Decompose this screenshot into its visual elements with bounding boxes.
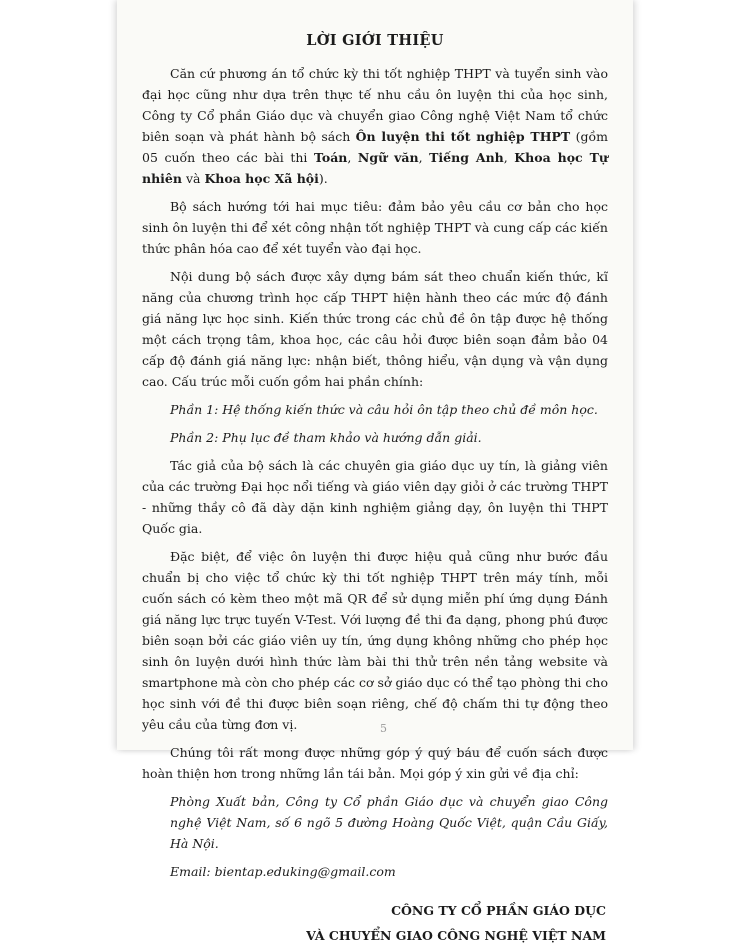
page-content bbox=[142, 30, 608, 948]
content-paragraph: Nội dung bộ sách được xây dựng bám sát theo chuẩn kiến thức, kĩ năng của chương trình học cấp THPT hiện hành theo các mức độ đánh giá năng lực học sinh. Kiến thức trong các chủ đề ôn tập được hệ thống một cách trọng tâm, khoa học, các câu hỏi được biên soạn đảm bảo 04 cấp độ đánh giá năng lực: nhận biết, thông hiểu, vận dụng và vận dụng cao. Cấu trúc mỗi cuốn gồm hai phần chính: bbox=[142, 269, 608, 389]
text-run: Căn cứ phương án tổ chức kỳ thi tốt nghiệp THPT và tuyển sinh vào đại học cũng như dựa trên thực tế nhu cầu ôn luyện thi của học sinh, Công ty Cổ phần Giáo dục và chuyển giao Công nghệ Việt Nam tổ chức biên soạn và phát hành bộ sách bbox=[142, 66, 608, 144]
right-background bbox=[633, 0, 750, 750]
page-title: LỜI GIỚI THIỆU bbox=[306, 32, 444, 49]
text-run: , bbox=[503, 150, 515, 165]
intro-paragraph bbox=[142, 63, 608, 189]
postal-address: Phòng Xuất bản, Công ty Cổ phần Giáo dục và chuyển giao Công nghệ Việt Nam, số 6 ngõ 5 đường Hoàng Quốc Việt, quận Cầu Giấy, Hà Nội. bbox=[170, 794, 608, 851]
subject-english: Tiếng Anh bbox=[429, 150, 504, 165]
signature-line-2: VÀ CHUYỂN GIAO CÔNG NGHỆ VIỆT NAM bbox=[306, 928, 606, 943]
feedback-paragraph: Chúng tôi rất mong được những góp ý quý báu để cuốn sách được hoàn thiện hơn trong những lần tái bản. Mọi góp ý xin gửi về địa chỉ: bbox=[142, 745, 608, 781]
subject-natural-science: Khoa học Tự nhiên bbox=[142, 150, 608, 186]
authors-paragraph: Tác giả của bộ sách là các chuyên gia giáo dục uy tín, là giảng viên của các trường Đại học nổi tiếng và giáo viên dạy giỏi ở các trường THPT - những thầy cô đã dày dặn kinh nghiệm giảng dạy, ôn luyện thi THPT Quốc gia. bbox=[142, 458, 608, 536]
subject-math: Toán bbox=[313, 150, 348, 165]
signature-line-1: CÔNG TY CỔ PHẦN GIÁO DỤC bbox=[391, 903, 606, 918]
subject-social-science: Khoa học Xã hội bbox=[204, 171, 319, 186]
subject-literature: Ngữ văn bbox=[357, 150, 419, 165]
goals-paragraph: Bộ sách hướng tới hai mục tiêu: đảm bảo yêu cầu cơ bản cho học sinh ôn luyện thi để xét công nhận tốt nghiệp THPT và cung cấp các kiến thức phân hóa cao để xét tuyển vào đại học. bbox=[142, 199, 608, 256]
text-run: ). bbox=[318, 171, 328, 186]
text-run: , bbox=[418, 150, 430, 165]
page-number: 5 bbox=[380, 722, 387, 735]
text-run: (gồm 05 cuốn theo các bài thi bbox=[142, 129, 609, 165]
part-1-item: Phần 1: Hệ thống kiến thức và câu hỏi ôn tập theo chủ đề môn học. bbox=[170, 402, 598, 417]
vtest-paragraph: Đặc biệt, để việc ôn luyện thi được hiệu quả cũng như bước đầu chuẩn bị cho việc tổ chức kỳ thi tốt nghiệp THPT trên máy tính, mỗi cuốn sách có kèm theo một mã QR để sử dụng miễn phí ứng dụng Đánh giá năng lực trực tuyến V-Test. Với lượng đề thi đa dạng, phong phú được biên soạn bởi các giáo viên uy tín, ứng dụng không những cho phép học sinh ôn luyện dưới hình thức làm bài thi thử trên nền tảng website và smartphone mà còn cho phép các cơ sở giáo dục có thể tạo phòng thi cho học sinh với đề thi được biên soạn riêng, chế độ chấm thi tự động theo yêu cầu của từng đơn vị. bbox=[142, 549, 608, 732]
contact-email: Email: bientap.eduking@gmail.com bbox=[170, 864, 396, 879]
text-run: và bbox=[181, 171, 205, 186]
part-2-item: Phần 2: Phụ lục đề tham khảo và hướng dẫn giải. bbox=[170, 430, 482, 445]
book-series-title: Ôn luyện thi tốt nghiệp THPT bbox=[355, 129, 571, 144]
text-run: , bbox=[347, 150, 358, 165]
left-background bbox=[0, 0, 117, 750]
